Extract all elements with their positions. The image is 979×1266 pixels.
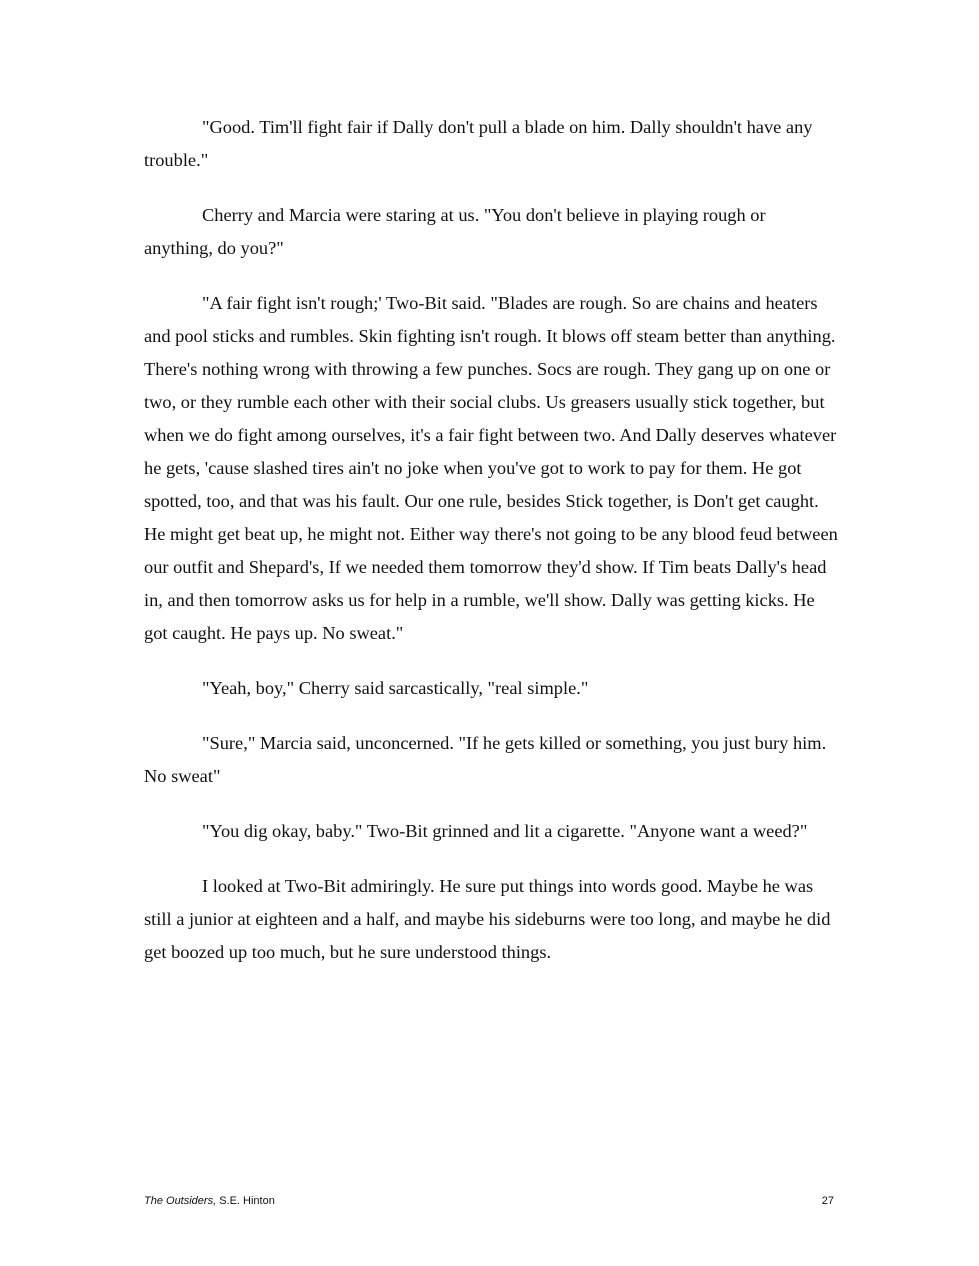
body-text [144, 111, 838, 991]
page-number: 27 [821, 1195, 834, 1207]
paragraph: "A fair fight isn't rough;' Two-Bit said. "Blades are rough. So are chains and heaters and pool sticks and rumbles. Skin fighting isn't rough. It blows off steam better than anything. There's nothing wrong with throwing a few punches. Socs are rough. They gang up on one or two, or they rumble each other with their social clubs. Us greasers usually stick together, but when we do fight among ourselves, it's a fair fight between two. And Dally deserves whatever he gets, 'cause slashed tires ain't no joke when you've got to work to pay for them. He got spotted, too, and that was his fault. Our one rule, besides Stick together, is Don't get caught. He might get beat up, he might not. Either way there's not going to be any blood feud between our outfit and Shepard's, If we needed them tomorrow they'd show. If Tim beats Dally's head in, and then tomorrow asks us for help in a rumble, we'll show. Dally was getting kicks. He got caught. He pays up. No sweat." [144, 293, 838, 643]
footer-citation [144, 1193, 275, 1209]
footer-book-title: The Outsiders, [144, 1195, 217, 1207]
paragraph: "Yeah, boy," Cherry said sarcastically, "real simple." [202, 678, 589, 698]
footer-author: S.E. Hinton [216, 1195, 275, 1207]
paragraph: "Sure," Marcia said, unconcerned. "If he gets killed or something, you just bury him. No sweat" [144, 733, 827, 786]
paragraph: "You dig okay, baby." Two-Bit grinned and lit a cigarette. "Anyone want a weed?" [202, 821, 808, 841]
paragraph: "Good. Tim'll fight fair if Dally don't pull a blade on him. Dally shouldn't have any trouble." [144, 117, 813, 170]
paragraph: Cherry and Marcia were staring at us. "You don't believe in playing rough or anything, do you?" [144, 205, 766, 258]
paragraph: I looked at Two-Bit admiringly. He sure put things into words good. Maybe he was still a junior at eighteen and a half, and maybe his sideburns were too long, and maybe he did get boozed up too much, but he sure understood things. [144, 876, 831, 962]
